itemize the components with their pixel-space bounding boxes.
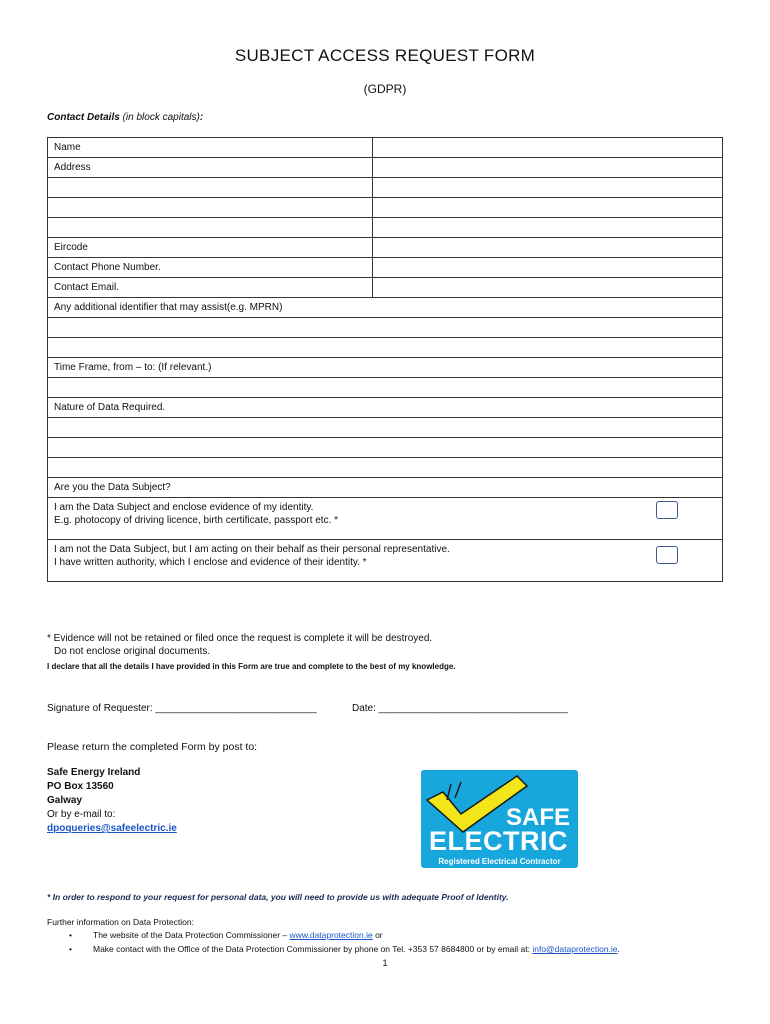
nature-label: Nature of Data Required. [48, 398, 723, 418]
email-link[interactable]: dpoqueries@safeelectric.ie [47, 823, 177, 834]
address-field-2[interactable] [373, 178, 723, 198]
address-line-2: PO Box 13560 [47, 781, 114, 792]
dpc-website-link[interactable]: www.dataprotection.ie [289, 930, 373, 940]
logo-tagline: Registered Electrical Contractor [438, 857, 561, 866]
data-subject-question: Are you the Data Subject? [48, 478, 723, 498]
address-label-blank [48, 178, 373, 198]
email-label: Contact Email. [48, 278, 373, 298]
table-row [48, 358, 723, 378]
option2-line1: I am not the Data Subject, but I am acting on their behalf as their personal representative. [54, 544, 450, 555]
table-row [48, 298, 723, 318]
table-row [48, 318, 723, 338]
postal-address [47, 766, 177, 836]
contact-label-bold: Contact Details [47, 112, 120, 123]
bullet1-suffix: or [372, 930, 383, 940]
table-row [48, 498, 723, 540]
bullet2-suffix: . [617, 944, 620, 954]
logo-word-safe: SAFE [505, 804, 570, 831]
address-label: Address [48, 158, 373, 178]
address-field-4[interactable] [373, 218, 723, 238]
table-row [48, 398, 723, 418]
table-row [48, 438, 723, 458]
identifier-field-1[interactable] [48, 318, 723, 338]
page-title: SUBJECT ACCESS REQUEST FORM [234, 46, 536, 65]
option-data-subject [48, 498, 723, 540]
address-line-3: Galway [47, 795, 83, 806]
eircode-field[interactable] [373, 238, 723, 258]
bullet1-text: The website of the Data Protection Commissioner – [93, 930, 290, 940]
timeframe-label: Time Frame, from – to: (If relevant.) [48, 358, 723, 378]
identifier-label: Any additional identifier that may assist(e.g. MPRN) [48, 298, 723, 318]
proof-of-identity-note: * In order to respond to your request for personal data, you will need to provide us with adequate Proof of Identity. [47, 892, 509, 902]
name-label: Name [48, 138, 373, 158]
contact-label-colon: : [199, 112, 204, 123]
list-item [47, 942, 620, 956]
address-line-1: Safe Energy Ireland [47, 767, 141, 778]
page-subtitle: (GDPR) [363, 82, 407, 96]
name-field[interactable] [373, 138, 723, 158]
phone-label: Contact Phone Number. [48, 258, 373, 278]
signature-line[interactable]: Signature of Requester: _____________________________ [47, 703, 317, 714]
option1-line2: E.g. photocopy of driving licence, birth certificate, passport etc. * [54, 515, 339, 526]
date-line[interactable]: Date: __________________________________ [352, 703, 568, 714]
phone-field[interactable] [373, 258, 723, 278]
table-row [48, 238, 723, 258]
contact-details-label [47, 112, 203, 123]
further-info-list [47, 928, 620, 956]
address-label-blank [48, 198, 373, 218]
logo-word-electric: ELECTRIC [429, 826, 568, 856]
nature-field-1[interactable] [48, 418, 723, 438]
table-row [48, 418, 723, 438]
table-row [48, 478, 723, 498]
table-row [48, 258, 723, 278]
option-representative [48, 540, 723, 582]
data-subject-checkbox[interactable] [656, 501, 678, 519]
address-label-blank [48, 218, 373, 238]
list-item [47, 928, 620, 942]
address-field-3[interactable] [373, 198, 723, 218]
safe-electric-logo [421, 770, 578, 868]
email-field[interactable] [373, 278, 723, 298]
nature-field-3[interactable] [48, 458, 723, 478]
page-number: 1 [382, 958, 388, 968]
declaration-text: I declare that all the details I have provided in this Form are true and complete to the best of my knowledge. [47, 662, 456, 671]
table-row [48, 218, 723, 238]
further-info-heading: Further information on Data Protection: [47, 917, 194, 927]
return-instructions: Please return the completed Form by post to: [47, 741, 258, 753]
option2-line2: I have written authority, which I enclose and evidence of their identity. * [54, 557, 367, 568]
table-row [48, 338, 723, 358]
address-field-1[interactable] [373, 158, 723, 178]
evidence-note-line2: Do not enclose original documents. [54, 646, 211, 657]
identifier-field-2[interactable] [48, 338, 723, 358]
contact-details-table [47, 137, 723, 582]
evidence-note-line1: * Evidence will not be retained or filed once the request is complete it will be destroyed. [47, 633, 433, 644]
table-row [48, 378, 723, 398]
timeframe-field[interactable] [48, 378, 723, 398]
table-row [48, 540, 723, 582]
table-row [48, 158, 723, 178]
table-row [48, 458, 723, 478]
table-row [48, 178, 723, 198]
dpc-email-link[interactable]: info@dataprotection.ie [532, 944, 618, 954]
option1-line1: I am the Data Subject and enclose evidence of my identity. [54, 502, 314, 513]
table-row [48, 198, 723, 218]
address-line-4: Or by e-mail to: [47, 809, 116, 820]
contact-label-italic: (in block capitals) [122, 112, 200, 123]
eircode-label: Eircode [48, 238, 373, 258]
evidence-note [47, 632, 432, 658]
bullet2-text: Make contact with the Office of the Data Protection Commissioner by phone on Tel. +353 57 8684800 or by email at: [93, 944, 533, 954]
representative-checkbox[interactable] [656, 546, 678, 564]
table-row [48, 138, 723, 158]
table-row [48, 278, 723, 298]
nature-field-2[interactable] [48, 438, 723, 458]
